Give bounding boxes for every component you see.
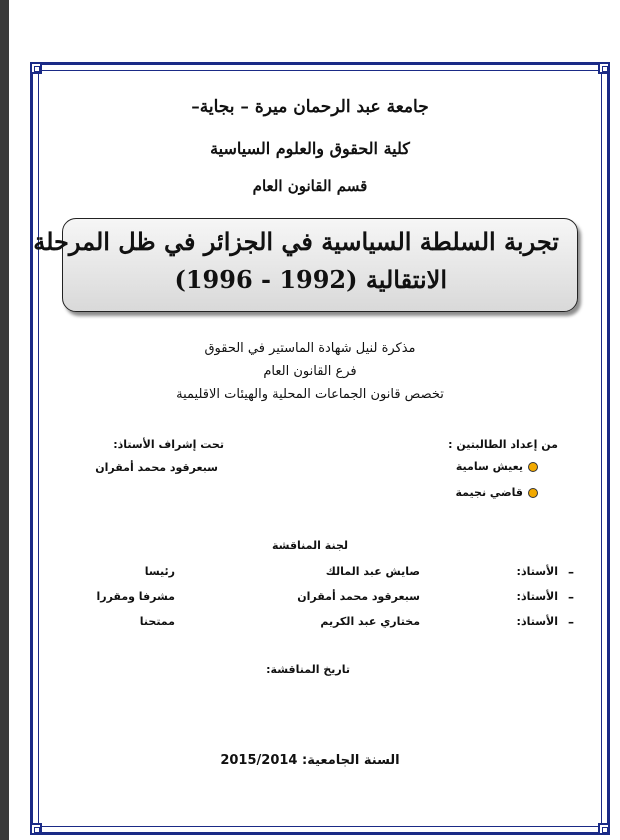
defense-date-label: تاريخ المناقشة: (266, 663, 350, 676)
committee-member-name: سبعرقود محمد أمقران (297, 590, 420, 603)
list-dash: – (568, 615, 574, 629)
corner-ornament-bottom-right (598, 823, 610, 835)
committee-member-role: رئيسا (144, 565, 175, 578)
bullet-icon (528, 488, 538, 498)
specialization-name: تخصص قانون الجماعات المحلية والهيئات الاقليمية (176, 387, 444, 402)
degree-statement: مذكرة لنيل شهادة الماستير في الحقوق (204, 341, 416, 356)
student-item (455, 486, 538, 499)
department-name: قسم القانون العام (252, 177, 368, 195)
list-dash: – (568, 565, 574, 579)
thesis-title-line-2: الانتقالية (1992 - 1996) (174, 265, 447, 294)
committee-member-name: صايش عبد المالك (325, 565, 420, 578)
students-label: من إعداد الطالبتين : (448, 438, 558, 451)
student-name: قاضي نجيمة (455, 486, 523, 499)
thesis-title-line-1: تجربة السلطة السياسية في الجزائر في ظل المرحلة (33, 227, 559, 256)
bullet-icon (528, 462, 538, 472)
supervisor-label: تحت إشراف الأستاذ: (113, 438, 224, 451)
committee-member-name: مختاري عبد الكريم (320, 615, 420, 628)
university-name: جامعة عبد الرحمان ميرة – بجاية– (191, 97, 429, 117)
student-name: يعيش سامية (455, 460, 523, 473)
committee-label: لجنة المناقشة (271, 539, 348, 552)
committee-prefix: الأستاذ: (516, 565, 558, 578)
branch-name: فرع القانون العام (263, 364, 357, 379)
committee-prefix: الأستاذ: (516, 590, 558, 603)
faculty-name: كلية الحقوق والعلوم السياسية (210, 139, 410, 158)
student-item (456, 460, 538, 473)
page-edge-shadow (0, 0, 9, 840)
corner-ornament-top-right (598, 62, 610, 74)
committee-member-role: ممتحنا (139, 615, 175, 628)
committee-prefix: الأستاذ: (516, 615, 558, 628)
corner-ornament-top-left (30, 62, 42, 74)
supervisor-name: سبعرقود محمد أمقران (95, 461, 218, 474)
corner-ornament-bottom-left (30, 823, 42, 835)
thesis-title-box (33, 218, 578, 312)
list-dash: – (568, 590, 574, 604)
academic-year: السنة الجامعية: 2015/2014 (220, 753, 400, 768)
committee-member-role: مشرفا ومقررا (96, 590, 175, 603)
